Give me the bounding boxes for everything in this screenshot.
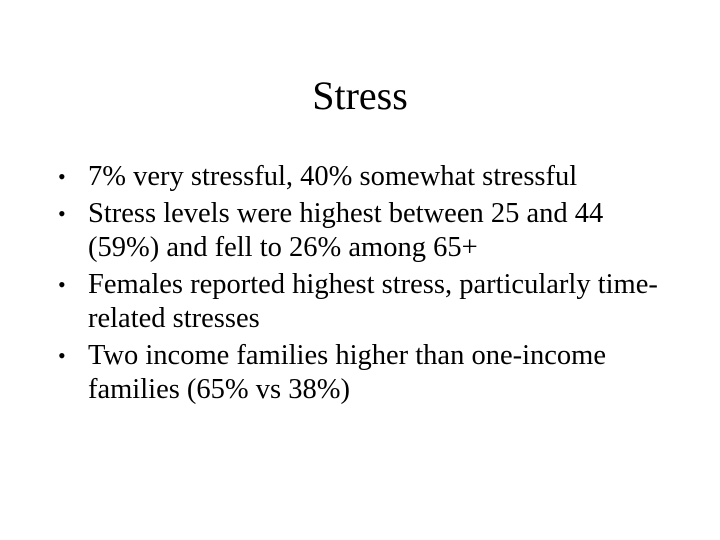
slide-title: Stress [312,73,408,118]
bullet-text: Stress levels were highest between 25 and 44 (59%) and fell to 26% among 65+ [88,198,604,263]
bullet-text: Females reported highest stress, particularly time-related stresses [88,269,658,334]
bullet-item [58,197,678,265]
bullet-item [58,268,678,336]
bullet-text: Two income families higher than one-income families (65% vs 38%) [88,340,606,405]
bullet-item [58,160,678,194]
bullet-text: 7% very stressful, 40% somewhat stressful [88,161,578,192]
bullet-icon: • [58,343,66,368]
bullet-icon: • [58,272,66,297]
bullet-icon: • [58,164,66,189]
bullet-icon: • [58,201,66,226]
bullet-list [58,160,678,410]
bullet-item [58,339,678,407]
